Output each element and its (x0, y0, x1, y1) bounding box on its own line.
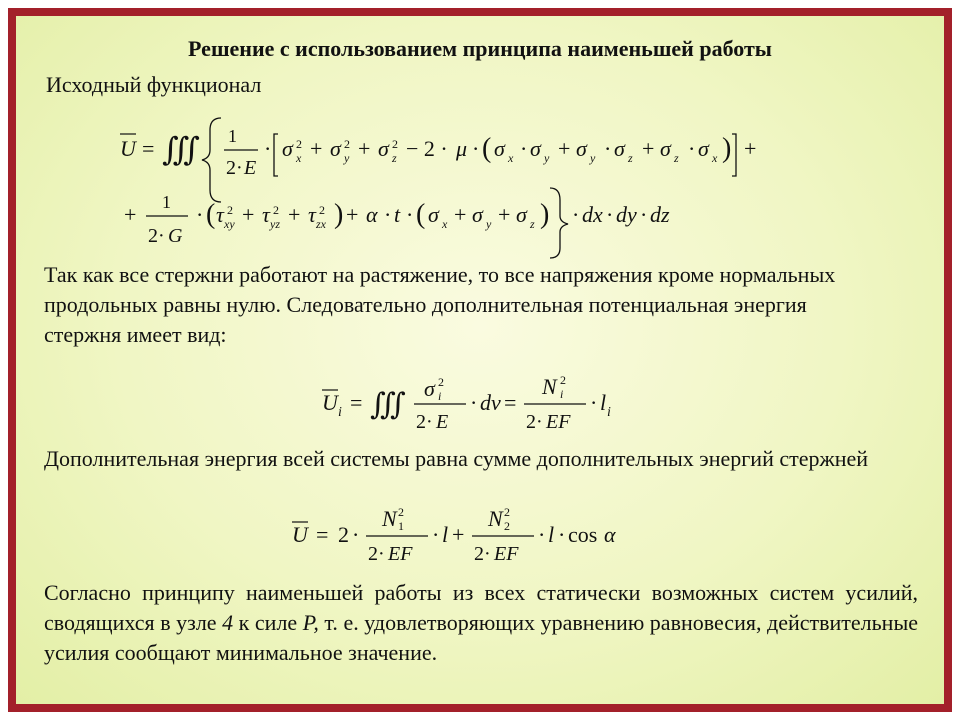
subtitle-functional: Исходный функционал (46, 72, 262, 97)
svg-text:·: · (406, 202, 414, 227)
svg-text:τ: τ (216, 202, 224, 227)
svg-text:): ) (722, 133, 732, 164)
svg-text:·: · (640, 202, 648, 227)
svg-text:+: + (454, 202, 467, 227)
svg-text:2: 2 (338, 522, 349, 547)
svg-text:=: = (142, 136, 155, 161)
svg-text:σ: σ (576, 136, 587, 161)
svg-text:2: 2 (344, 137, 350, 151)
svg-text:cos: cos (568, 522, 598, 547)
svg-text:− 2 ·: − 2 · (406, 136, 448, 161)
svg-text:=: = (504, 390, 517, 415)
svg-text:α: α (366, 202, 378, 227)
svg-text:N: N (488, 506, 503, 531)
svg-text:2·: 2· (148, 225, 165, 247)
svg-text:2·: 2· (226, 157, 243, 179)
svg-text:y: y (590, 151, 596, 165)
rod-energy-formula-svg (16, 366, 944, 446)
svg-text:·: · (472, 136, 480, 161)
functional-formula (16, 104, 944, 269)
svg-text:σ: σ (530, 136, 541, 161)
svg-text:EF: EF (388, 543, 413, 565)
svg-text:1: 1 (162, 192, 171, 212)
svg-text:∭: ∭ (370, 388, 406, 421)
svg-text:2·: 2· (526, 411, 543, 433)
svg-text:σ: σ (424, 376, 435, 401)
force-symbol: P, (302, 610, 319, 635)
svg-text:+: + (358, 136, 371, 161)
svg-text:zx: zx (316, 217, 326, 231)
svg-text:+: + (744, 136, 757, 161)
svg-text:x: x (712, 151, 718, 165)
svg-text:z: z (530, 217, 535, 231)
system-energy-formula (16, 502, 944, 577)
svg-text:z: z (628, 151, 633, 165)
svg-text:dy: dy (616, 202, 637, 227)
svg-text:yz: yz (270, 217, 280, 231)
svg-text:x: x (508, 151, 514, 165)
svg-text:dv: dv (480, 390, 501, 415)
svg-text:σ: σ (378, 136, 389, 161)
svg-text:μ: μ (456, 136, 468, 161)
svg-text:=: = (350, 390, 363, 415)
principle-text-2: к силе (233, 610, 303, 635)
svg-text:2: 2 (392, 137, 398, 151)
svg-text:τ: τ (308, 202, 316, 227)
principle-text-3: т. е. удовлетворяющих уравнению равновесия, действительные усилия сообщают минимальное значение. (44, 610, 918, 665)
svg-text:σ: σ (494, 136, 505, 161)
svg-text:U: U (322, 390, 338, 415)
rod-energy-formula (16, 366, 944, 451)
svg-text:i: i (607, 405, 611, 420)
svg-text:·: · (604, 136, 612, 161)
principle-text-1: Согласно принципу наименьшей работы из всех статически возможных систем усилий, сводящихся в узле (44, 580, 918, 635)
svg-text:2: 2 (273, 203, 279, 217)
svg-text:2: 2 (504, 519, 510, 533)
svg-text:σ: σ (330, 136, 341, 161)
svg-text:·: · (432, 522, 440, 547)
svg-text:G: G (168, 225, 183, 247)
svg-text:·: · (264, 136, 272, 161)
svg-text:+: + (310, 136, 323, 161)
svg-text:σ: σ (428, 202, 439, 227)
svg-text:·: · (352, 522, 360, 547)
svg-text:N: N (542, 374, 557, 399)
svg-text:α: α (604, 522, 616, 547)
svg-text:·: · (606, 202, 614, 227)
svg-text:·: · (572, 202, 580, 227)
paragraph-least-work-principle (44, 578, 918, 668)
svg-text:): ) (540, 199, 550, 230)
svg-text:·: · (384, 202, 392, 227)
svg-text:(: ( (206, 199, 216, 230)
svg-text:·: · (590, 390, 598, 415)
svg-text:E: E (244, 157, 257, 179)
svg-text:N: N (382, 506, 397, 531)
svg-text:2: 2 (504, 505, 510, 519)
svg-text:τ: τ (262, 202, 270, 227)
svg-text:+: + (558, 136, 571, 161)
svg-text:+: + (346, 202, 359, 227)
svg-text:σ: σ (614, 136, 625, 161)
paragraph-stress-explanation: Так как все стержни работают на растяжение, то все напряжения кроме нормальных продольных равны нулю. Следовательно дополнительная потенциальная энергия стержня имеет вид: (44, 262, 836, 347)
svg-text:i: i (338, 405, 342, 420)
svg-text:x: x (442, 217, 448, 231)
svg-text:EF: EF (494, 543, 519, 565)
svg-text:·: · (196, 202, 204, 227)
svg-text:(: ( (482, 133, 492, 164)
svg-text:1: 1 (228, 126, 237, 146)
svg-text:(: ( (416, 199, 426, 230)
svg-text:EF: EF (546, 411, 571, 433)
svg-text:E: E (436, 411, 449, 433)
svg-text:U: U (292, 522, 308, 547)
svg-text:2: 2 (227, 203, 233, 217)
svg-text:l: l (442, 522, 449, 547)
svg-text:2: 2 (296, 137, 302, 151)
svg-text:·: · (520, 136, 528, 161)
node-number: 4 (222, 610, 234, 635)
slide (8, 8, 952, 712)
system-energy-formula-svg (16, 502, 944, 572)
svg-text:·: · (538, 522, 546, 547)
svg-text:+: + (288, 202, 301, 227)
svg-text:2·: 2· (368, 543, 385, 565)
svg-text:+: + (452, 522, 465, 547)
svg-text:i: i (560, 387, 564, 401)
svg-text:y: y (544, 151, 550, 165)
svg-text:2·: 2· (416, 411, 433, 433)
svg-text:i: i (438, 389, 442, 403)
svg-text:xy: xy (224, 217, 235, 231)
svg-text:2: 2 (560, 373, 566, 387)
svg-text:l: l (548, 522, 555, 547)
svg-text:1: 1 (398, 519, 404, 533)
slide-title: Решение с использованием принципа наименьшей работы (188, 36, 772, 61)
svg-text:·: · (688, 136, 696, 161)
paragraph-system-energy: Дополнительная энергия всей системы равна сумме дополнительных энергий стержней (44, 446, 869, 471)
svg-text:σ: σ (698, 136, 709, 161)
svg-text:l: l (600, 390, 607, 415)
svg-text:dz: dz (650, 202, 670, 227)
svg-text:·: · (558, 522, 566, 547)
svg-text:): ) (334, 199, 344, 230)
svg-text:z: z (674, 151, 679, 165)
svg-text:+: + (642, 136, 655, 161)
svg-text:σ: σ (282, 136, 293, 161)
svg-text:y: y (486, 217, 492, 231)
svg-text:y: y (344, 151, 350, 165)
svg-text:2·: 2· (474, 543, 491, 565)
svg-text:+: + (498, 202, 511, 227)
svg-text:2: 2 (398, 505, 404, 519)
svg-text:σ: σ (516, 202, 527, 227)
svg-text:σ: σ (660, 136, 671, 161)
svg-text:2: 2 (438, 375, 444, 389)
svg-text:t: t (394, 202, 401, 227)
functional-formula-svg (16, 104, 944, 264)
svg-text:+: + (242, 202, 255, 227)
svg-text:U: U (120, 136, 136, 161)
svg-text:+: + (124, 202, 137, 227)
svg-text:dx: dx (582, 202, 603, 227)
svg-text:σ: σ (472, 202, 483, 227)
svg-text:x: x (296, 151, 302, 165)
svg-text:z: z (392, 151, 397, 165)
svg-text:∭: ∭ (162, 131, 200, 167)
svg-text:=: = (316, 522, 329, 547)
svg-text:2: 2 (319, 203, 325, 217)
svg-text:·: · (470, 390, 478, 415)
